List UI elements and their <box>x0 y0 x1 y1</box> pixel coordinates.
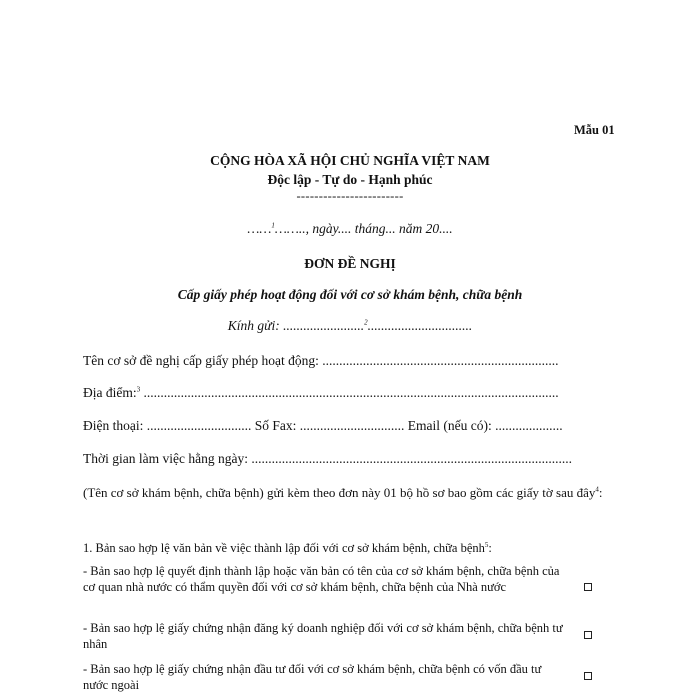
attachments-intro <box>83 484 603 501</box>
header-rule: ------------------------ <box>296 189 404 203</box>
section-1-end: : <box>488 541 492 555</box>
intro-text: (Tên cơ sở khám bệnh, chữa bệnh) gửi kèm theo đơn này 01 bộ hồ sơ bao gồm các giấy tờ sau đây <box>83 485 596 500</box>
section-1-footnote-ref: 5 <box>484 540 489 549</box>
motto: Độc lập - Tự do - Hạnh phúc <box>267 172 433 187</box>
date-prefix: …… <box>247 221 272 236</box>
location-field <box>83 385 559 401</box>
checkbox[interactable] <box>584 583 592 591</box>
section-1-text: 1. Bản sao hợp lệ văn bản về việc thành lập đối với cơ sở khám bệnh, chữa bệnh <box>83 541 485 555</box>
recipient-suffix: ............................... <box>367 318 473 333</box>
section-1-heading <box>83 541 492 556</box>
intro-footnote-ref: 4 <box>595 485 599 494</box>
date-footnote-ref: 1 <box>271 221 275 230</box>
document-subtitle: Cấp giấy phép hoạt động đối với cơ sở khám bệnh, chữa bệnh <box>177 287 523 302</box>
recipient-line <box>0 318 700 334</box>
checkbox[interactable] <box>584 631 592 639</box>
location-label: Địa điểm: <box>83 385 137 400</box>
recipient-footnote-ref: 2 <box>364 318 368 327</box>
facility-name-field: Tên cơ sở đề nghị cấp giấy phép hoạt động: ...................................................................... <box>83 353 559 368</box>
list-item: - Bản sao hợp lệ giấy chứng nhận đầu tư đối với cơ sở khám bệnh, chữa bệnh có vốn đầu tư nước ngoài <box>83 662 542 692</box>
recipient-prefix: Kính gửi: ........................ <box>227 318 365 333</box>
contact-field: Điện thoại: ............................... Số Fax: ............................... Email (nếu có): .................... <box>83 418 563 433</box>
list-item: - Bản sao hợp lệ quyết định thành lập hoặc văn bản có tên của cơ sở khám bệnh, chữa bệnh của cơ quan nhà nước có thẩm quyền đối với cơ sở khám bệnh, chữa bệnh của Nhà nước <box>83 564 560 594</box>
document-title: ĐƠN ĐỀ NGHỊ <box>304 256 396 271</box>
date-suffix: …….., ngày.... tháng... năm 20.... <box>274 221 453 236</box>
location-dots: ........................................................................................................................... <box>140 385 559 400</box>
date-line <box>0 221 700 237</box>
location-footnote-ref: 3 <box>136 385 141 394</box>
form-code: Mẫu 01 <box>574 123 615 137</box>
country-header: CỘNG HÒA XÃ HỘI CHỦ NGHĨA VIỆT NAM <box>210 153 490 168</box>
list-item: - Bản sao hợp lệ giấy chứng nhận đăng ký doanh nghiệp đối với cơ sở khám bệnh, chữa bệnh tư nhân <box>83 621 563 651</box>
intro-end: : <box>598 485 603 500</box>
checkbox[interactable] <box>584 672 592 680</box>
working-hours-field: Thời gian làm việc hằng ngày: ............................................................................................... <box>83 451 572 466</box>
